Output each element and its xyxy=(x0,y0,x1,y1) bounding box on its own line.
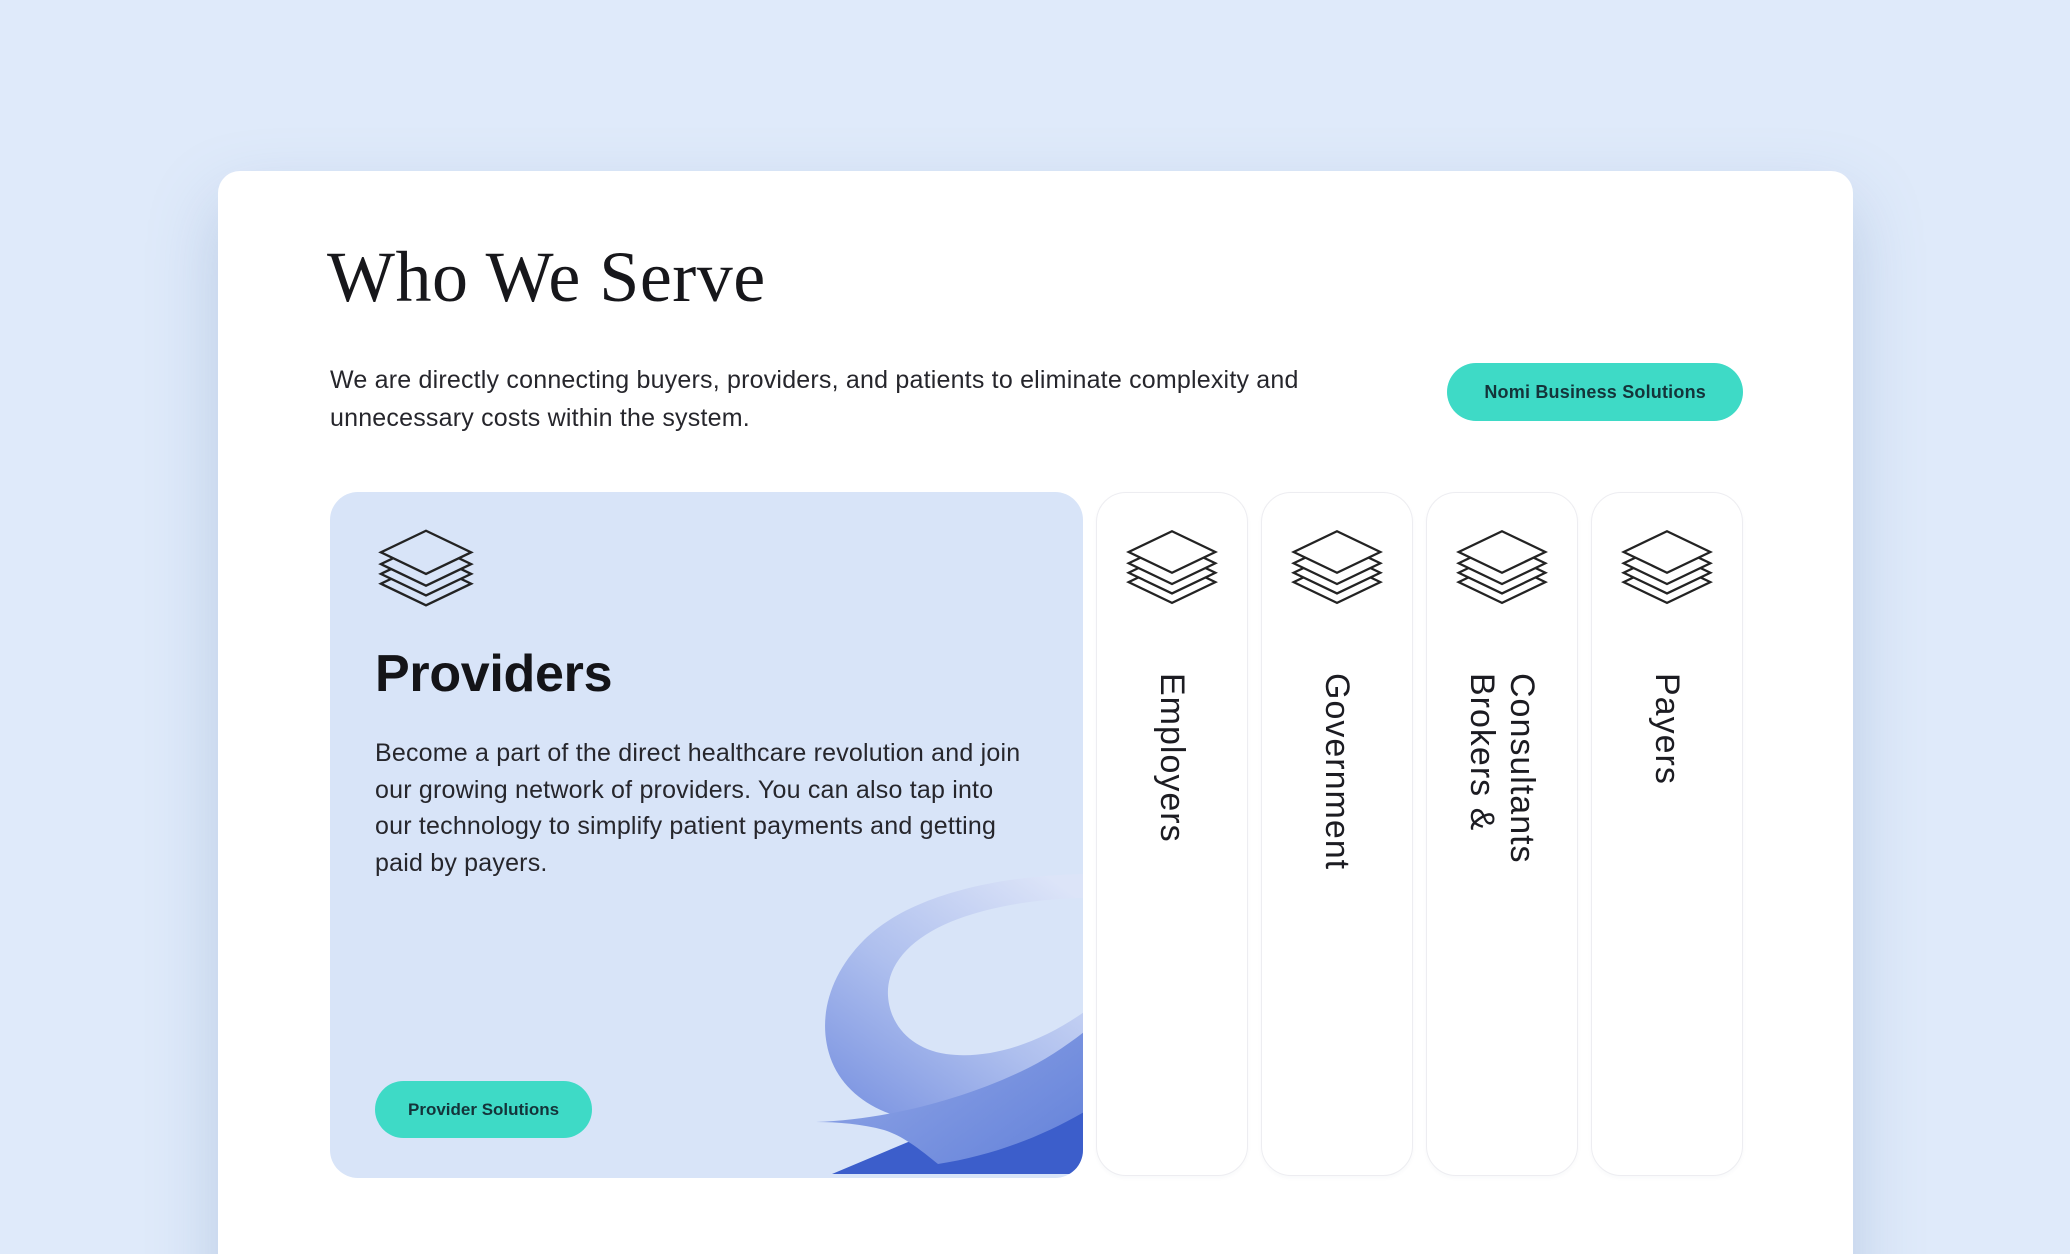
card-government[interactable] xyxy=(1261,492,1413,1176)
card-payers-label: Payers xyxy=(1648,673,1687,785)
card-employers[interactable] xyxy=(1096,492,1248,1176)
nomi-business-solutions-button[interactable]: Nomi Business Solutions xyxy=(1447,363,1743,421)
section-subtitle: We are directly connecting buyers, providers, and patients to eliminate complexity and unnecessary costs within the system. xyxy=(330,366,1299,432)
layers-icon xyxy=(1427,529,1577,607)
card-employers-label: Employers xyxy=(1153,673,1192,843)
card-payers[interactable] xyxy=(1591,492,1743,1176)
page-title: Who We Serve xyxy=(327,237,766,317)
provider-solutions-button[interactable]: Provider Solutions xyxy=(375,1081,592,1138)
layers-icon xyxy=(1592,529,1742,607)
swoosh-graphic xyxy=(792,872,1083,1178)
card-government-label: Government xyxy=(1318,673,1357,871)
layers-icon xyxy=(375,528,477,615)
layers-icon xyxy=(1097,529,1247,607)
card-providers-title: Providers xyxy=(375,645,613,703)
layers-icon xyxy=(1262,529,1412,607)
content-panel xyxy=(218,171,1853,1254)
card-brokers-consultants-label: Brokers & Consultants xyxy=(1463,673,1542,864)
card-brokers-consultants[interactable] xyxy=(1426,492,1578,1176)
audience-cards-row xyxy=(330,492,1743,1178)
card-providers-description: Become a part of the direct healthcare revolution and join our growing network of providers. You can also tap into our technology to simplify patient payments and getting paid by payers. xyxy=(375,739,1021,877)
card-providers[interactable] xyxy=(330,492,1083,1178)
